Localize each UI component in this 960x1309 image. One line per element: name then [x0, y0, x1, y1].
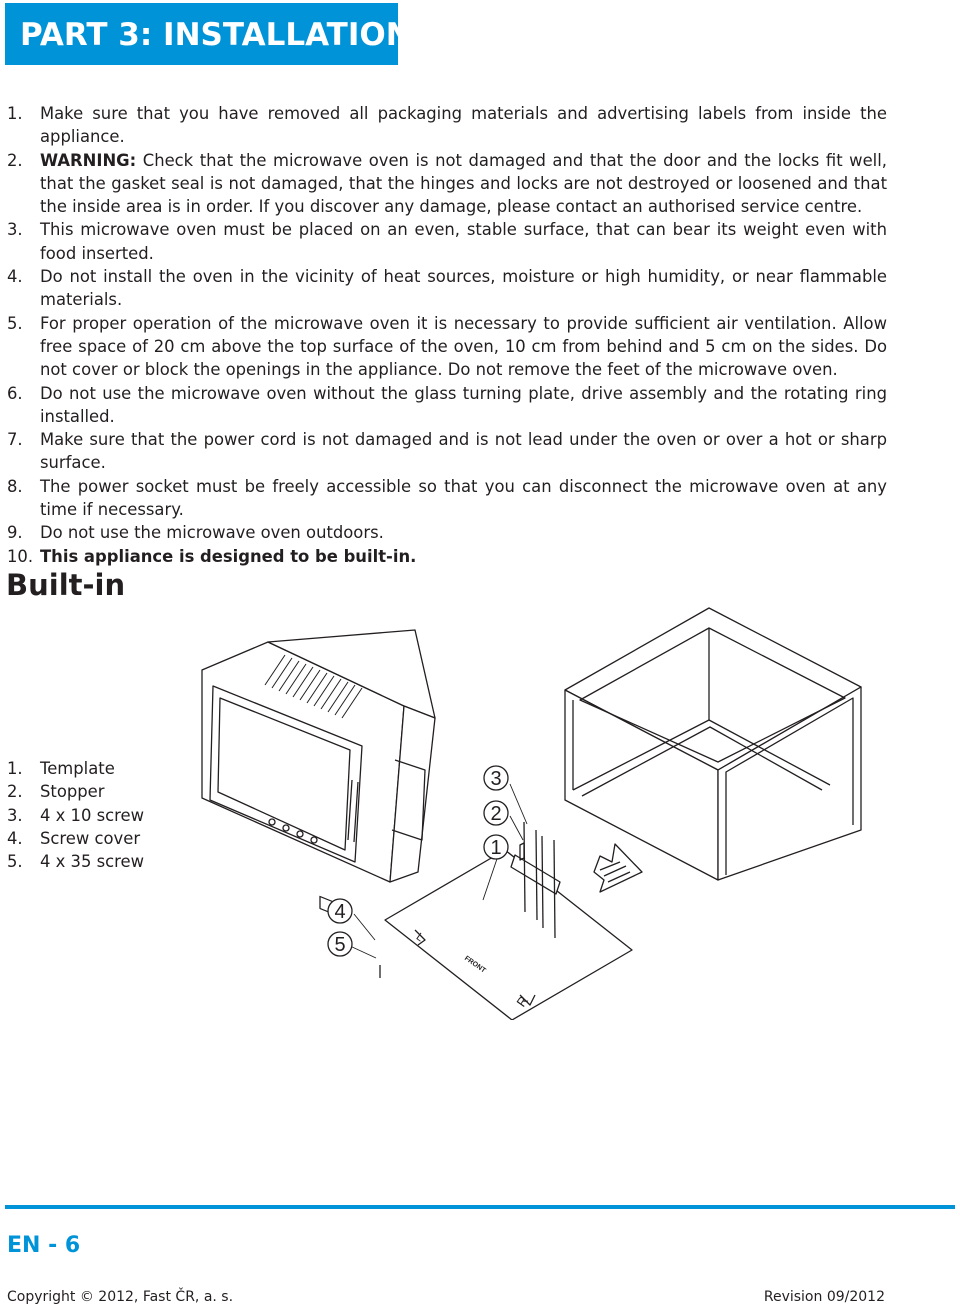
- warning-label: WARNING:: [40, 150, 137, 170]
- part-number: 5.: [7, 852, 23, 872]
- part-label: Template: [40, 759, 115, 778]
- step-number: 5.: [7, 313, 23, 333]
- step-number: 6.: [7, 383, 23, 403]
- revision-value: 09/2012: [826, 1289, 885, 1305]
- section-title: PART 3: INSTALLATION: [20, 17, 412, 53]
- step-text: Make sure that you have removed all packaging materials and advertising labels from inside the appliance.: [40, 104, 887, 147]
- step-item: [7, 102, 887, 149]
- step-number: 10.: [7, 546, 34, 566]
- step-number: 9.: [7, 523, 23, 543]
- callout-number-2: 2: [490, 803, 502, 825]
- step-text: Do not install the oven in the vicinity of heat sources, moisture or high humidity, or near flammable materials.: [40, 267, 887, 310]
- footer-divider: [5, 1205, 955, 1209]
- section-header-banner: [5, 3, 412, 65]
- part-item: [7, 850, 144, 873]
- part-number: 2.: [7, 782, 23, 802]
- revision-label: Revision: [763, 1289, 823, 1305]
- cabinet-drawing: [565, 608, 861, 880]
- template-label-front: FRONT: [462, 954, 487, 975]
- step-text: Check that the microwave oven is not damaged and that the door and the locks fit well, that the gasket seal is not damaged, that the hinges and locks are not destroyed or loosened and that the inside area is in order. If you discover any damage, please contact an authorised service centre.: [40, 150, 887, 217]
- step-item: [7, 545, 887, 568]
- step-number: 1.: [7, 104, 23, 123]
- installation-steps-list: [7, 102, 887, 568]
- step-number: 7.: [7, 430, 23, 450]
- step-text: This appliance is designed to be built-in.: [40, 546, 417, 566]
- part-label: Stopper: [40, 782, 105, 802]
- copyright-text: Copyright © 2012, Fast ČR, a. s.: [7, 1289, 234, 1305]
- part-label: 4 x 10 screw: [40, 805, 145, 825]
- revision-info: [764, 1289, 885, 1305]
- step-item: [7, 428, 887, 475]
- step-number: 3.: [7, 220, 23, 240]
- template-label-right: R: [513, 993, 532, 1010]
- callout-number-3: 3: [490, 768, 502, 790]
- step-number: 4.: [7, 267, 23, 287]
- callout-number-5: 5: [334, 934, 346, 956]
- callout-number-4: 4: [334, 901, 346, 923]
- step-text: Make sure that the power cord is not damaged and is not lead under the oven or over a hot or sharp surface.: [40, 430, 887, 473]
- part-item: [7, 804, 144, 827]
- insert-direction-arrow: [594, 844, 642, 892]
- step-item: [7, 312, 887, 382]
- step-number: 8.: [7, 476, 23, 496]
- part-number: 3.: [7, 805, 23, 825]
- step-text: For proper operation of the microwave oven it is necessary to provide sufficient air ventilation. Allow free space of 20 cm above the top surface of the oven, 10 cm from behind and 5 cm on the sides. Do not cover or block the openings in the appliance. Do not remove the feet of the microwave oven.: [40, 313, 887, 380]
- step-item: [7, 218, 887, 265]
- part-item: [7, 780, 144, 803]
- step-text: Do not use the microwave oven outdoors.: [40, 523, 384, 543]
- part-number: 1.: [7, 759, 23, 778]
- part-number: 4.: [7, 828, 23, 848]
- part-item: [7, 827, 144, 850]
- builtin-heading: Built-in: [6, 568, 126, 602]
- step-item: [7, 521, 887, 544]
- template-label-left: L: [413, 930, 426, 945]
- callout-number-1: 1: [490, 837, 502, 859]
- page-number: EN - 6: [7, 1233, 81, 1258]
- step-item: [7, 475, 887, 522]
- parts-list: [7, 757, 144, 873]
- step-item: [7, 265, 887, 312]
- microwave-oven-drawing: [202, 630, 435, 917]
- step-text: The power socket must be freely accessible so that you can disconnect the microwave oven at any time if necessary.: [40, 476, 887, 520]
- step-item: [7, 382, 887, 429]
- part-label: Screw cover: [40, 828, 141, 848]
- step-number: 2.: [7, 150, 23, 170]
- step-text: This microwave oven must be placed on an even, stable surface, that can bear its weight even with food inserted.: [40, 220, 887, 263]
- step-text: Do not use the microwave oven without the glass turning plate, drive assembly and the rotating ring installed.: [40, 383, 887, 426]
- part-item: [7, 757, 144, 780]
- part-label: 4 x 35 screw: [40, 852, 145, 872]
- builtin-installation-diagram: [190, 600, 870, 1020]
- step-item: [7, 149, 887, 219]
